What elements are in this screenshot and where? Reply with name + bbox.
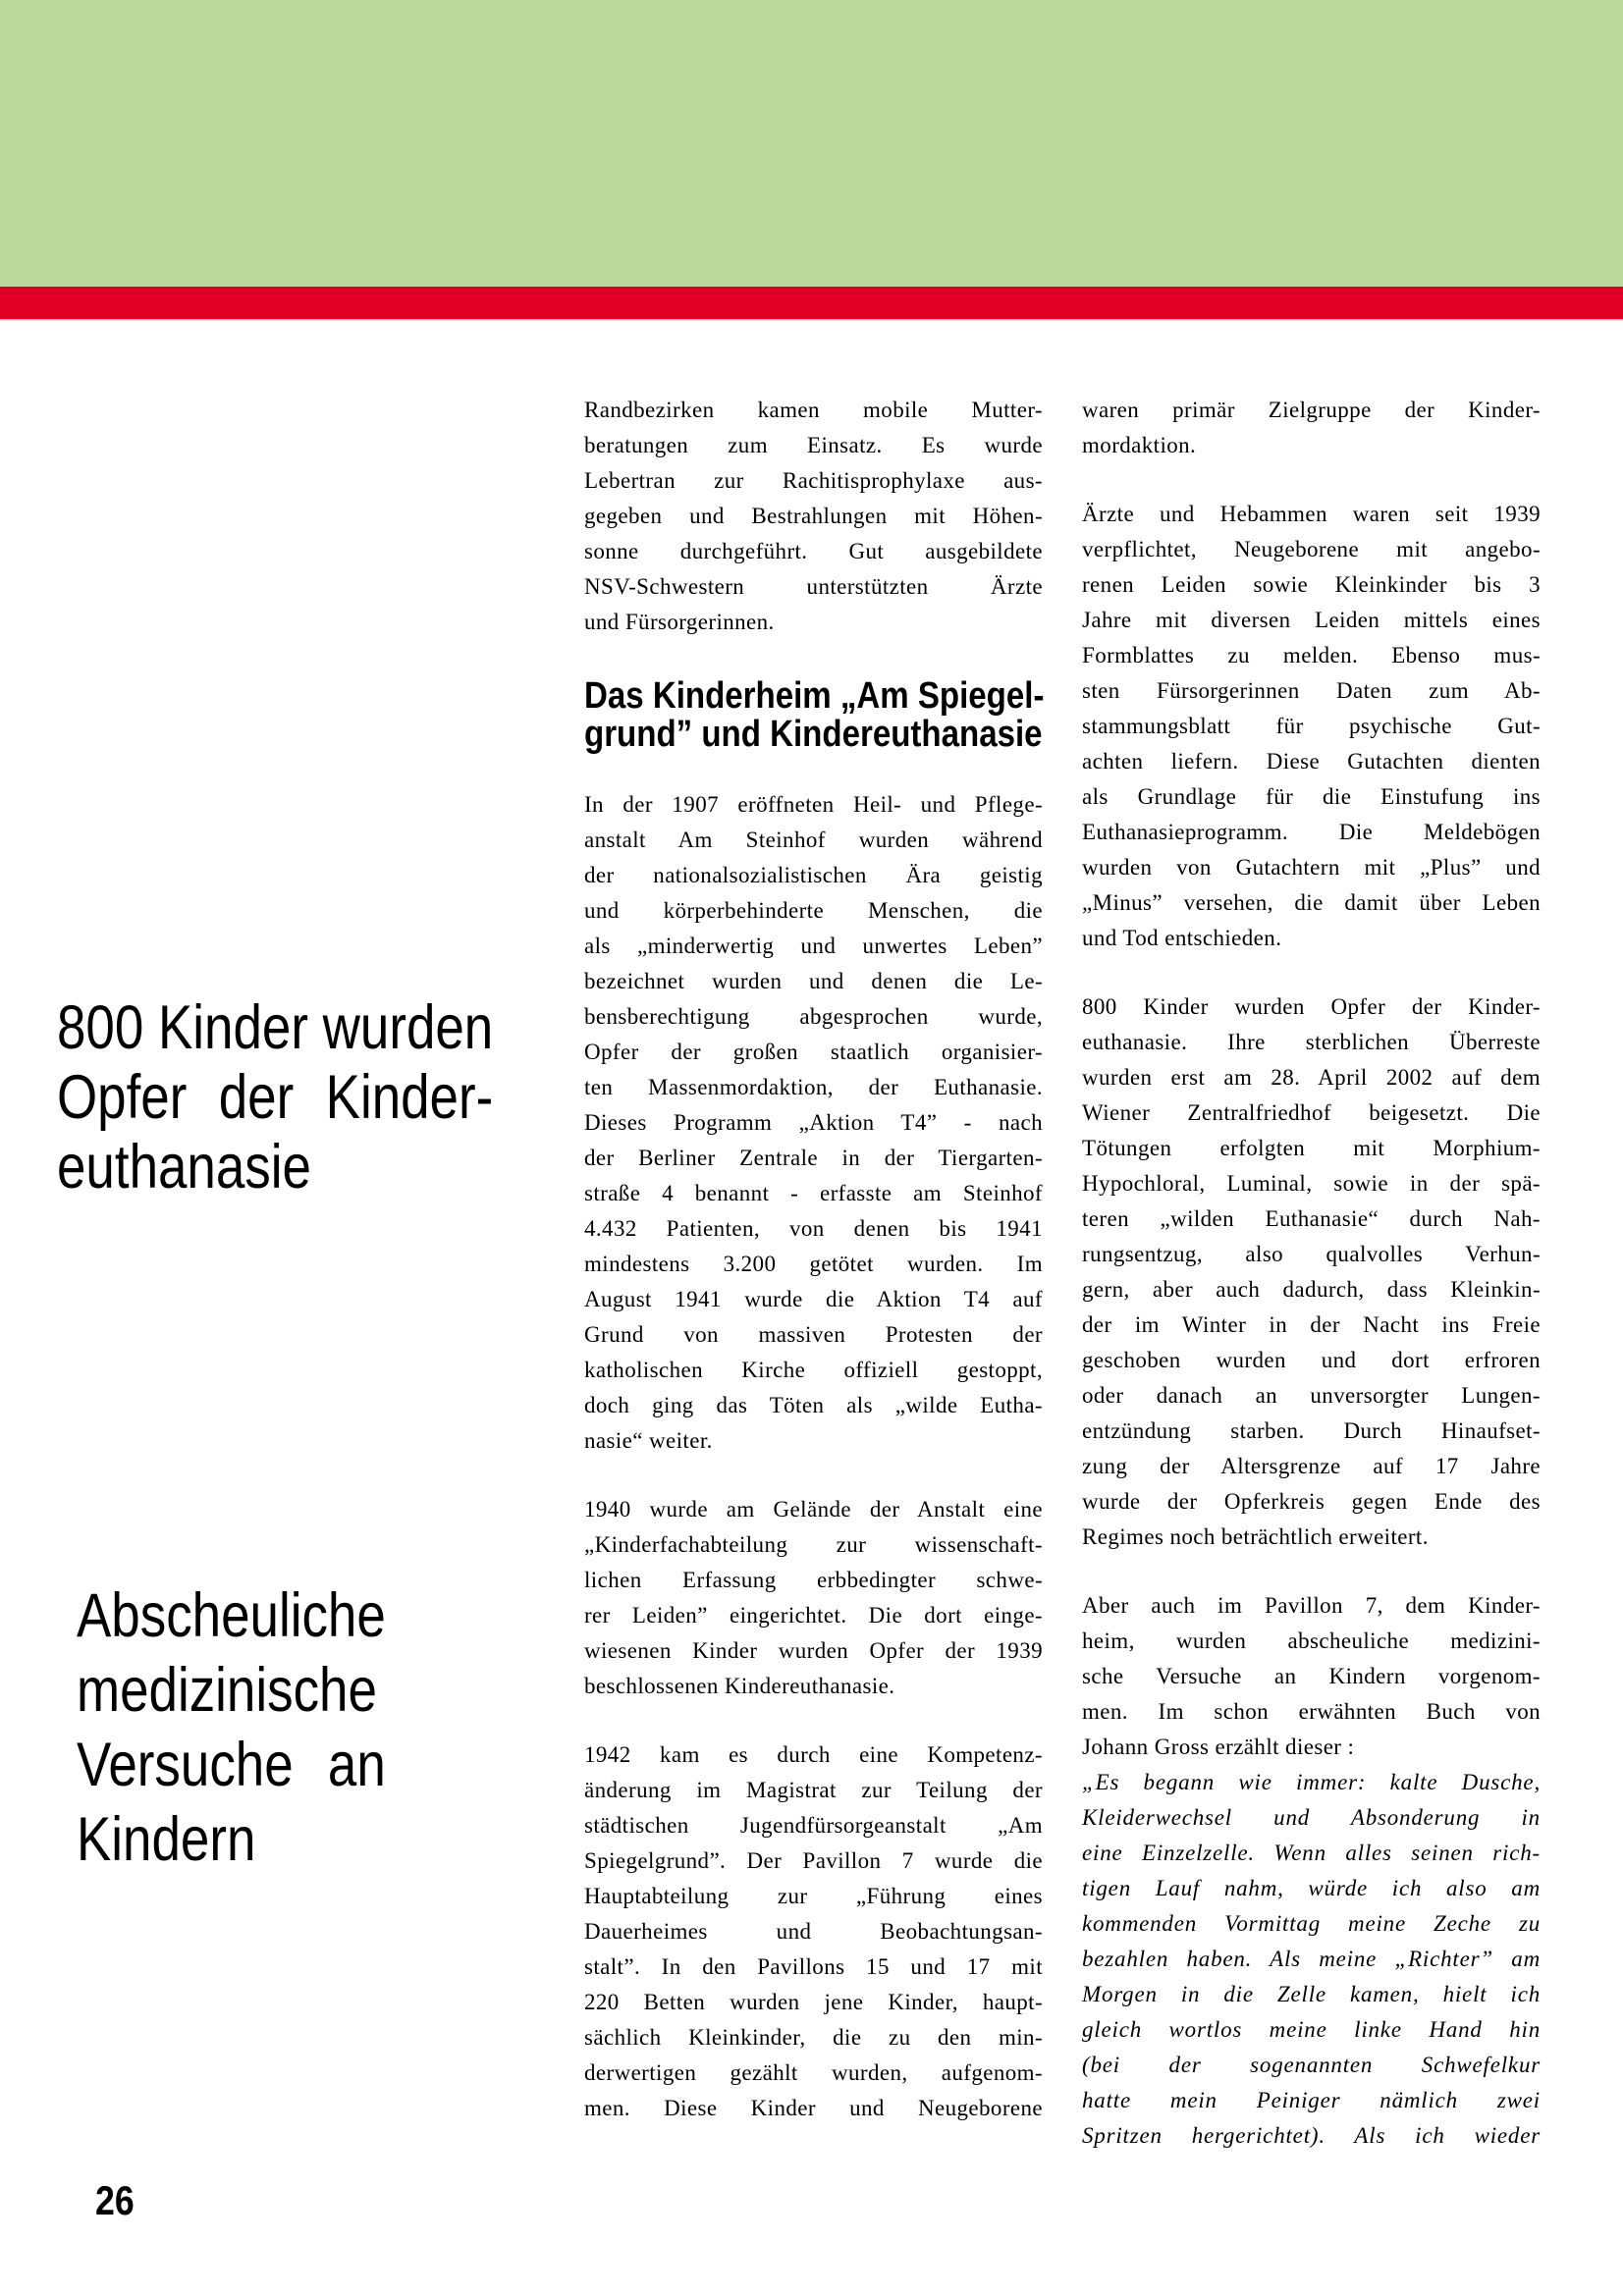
text-line: rer Leiden” eingerichtet. Die dort einge- [584,1603,1043,1628]
text-line: 1940 wurde am Gelände der Anstalt eine [584,1497,1043,1522]
text-line: gegeben und Bestrahlungen mit Höhen- [584,504,1043,528]
text-line: tigen Lauf nahm, würde ich also am [1082,1876,1541,1900]
text-line: eine Einzelzelle. Wenn alles seinen rich- [1082,1841,1541,1865]
text-line: sonne durchgeführt. Gut ausgebildete [584,539,1043,563]
text-line: sche Versuche an Kindern vorgenom- [1082,1664,1541,1688]
quote-paragraph [1082,1765,1541,2154]
text-column-middle [584,393,1043,2126]
text-line: Wiener Zentralfriedhof beigesetzt. Die [1082,1100,1541,1125]
text-line: „Es begann wie immer: kalte Dusche, [1082,1770,1541,1794]
text-line: als „minderwertig und unwertes Leben” [584,934,1043,958]
text-line: hatte mein Peiniger nämlich zwei [1082,2088,1541,2112]
text-line: Hypochloral, Luminal, sowie in der spä- [1082,1171,1541,1196]
text-line: Hauptabteilung zur „Führung eines [584,1884,1043,1908]
text-line: geschoben wurden und dort erfroren [1082,1348,1541,1372]
text-line: In der 1907 eröffneten Heil- und Pflege- [584,792,1043,817]
paragraph [584,1492,1043,1704]
text-line: Dieses Programm „Aktion T4” - nach [584,1110,1043,1135]
text-line: NSV-Schwestern unterstützten Ärzte [584,574,1043,599]
text-line: und Fürsorgerinnen. [584,610,775,634]
text-line: bezeichnet wurden und denen die Le- [584,969,1043,993]
text-line: wiesenen Kinder wurden Opfer der 1939 [584,1638,1043,1663]
text-line: wurden von Gutachtern mit „Plus” und [1082,855,1541,880]
text-line: Johann Gross erzählt dieser : [1082,1735,1355,1759]
text-line: Lebertran zur Rachitisprophylaxe aus- [584,468,1043,493]
text-line: Formblattes zu melden. Ebenso mus- [1082,643,1541,667]
text-line: Dauerheimes und Beobachtungsan- [584,1919,1043,1944]
text-line: euthanasie [57,1133,311,1201]
text-line: waren primär Zielgruppe der Kinder- [1082,398,1541,422]
text-line: heim, wurden abscheuliche medizini- [1082,1629,1541,1653]
text-line: stammungsblatt für psychische Gut- [1082,714,1541,738]
header-red-stripe [0,287,1623,319]
text-line: Abscheuliche [77,1581,386,1650]
paragraph [1082,1588,1541,1765]
text-line: August 1941 wurde die Aktion T4 auf [584,1287,1043,1311]
paragraph [584,1737,1043,2126]
text-line: 220 Betten wurden jene Kinder, haupt- [584,1990,1043,2014]
text-line: mordaktion. [1082,433,1197,457]
text-line: Jahre mit diversen Leiden mittels eines [1082,608,1541,632]
text-line: Das Kinderheim „Am Spiegel- [584,675,1045,717]
text-line: katholischen Kirche offiziell gestoppt, [584,1358,1043,1382]
text-line: wurde der Opferkreis gegen Ende des [1082,1489,1541,1514]
margin-headline-versuche [77,1578,386,1877]
text-line: und Tod entschieden. [1082,926,1282,950]
text-line: sten Fürsorgerinnen Daten zum Ab- [1082,678,1541,703]
text-line: derwertigen gezählt wurden, aufgenom- [584,2060,1043,2085]
text-line: 800 Kinder wurden Opfer der Kinder- [1082,994,1541,1019]
text-line: gern, aber auch dadurch, dass Kleinkin- [1082,1277,1541,1302]
paragraph [584,787,1043,1459]
text-line: bezahlen haben. Als meine „Richter” am [1082,1947,1541,1971]
text-line: euthanasie. Ihre sterblichen Überreste [1082,1030,1541,1054]
paragraph [1082,497,1541,956]
paragraph [584,393,1043,640]
text-line: rungsentzug, also qualvolles Verhun- [1082,1242,1541,1266]
text-line: „Minus” versehen, die damit über Leben [1082,890,1541,915]
text-line: der nationalsozialistischen Ära geistig [584,863,1043,887]
margin-headline-kindereuthanasie [57,993,493,1202]
text-line: änderung im Magistrat zur Teilung der [584,1778,1043,1802]
text-line: 800 Kinder wurden [57,993,494,1062]
text-line: Euthanasieprogramm. Die Meldebögen [1082,820,1541,844]
text-line: oder danach an unversorgter Lungen- [1082,1383,1541,1408]
text-line: Kleiderwechsel und Absonderung in [1082,1805,1541,1830]
text-line: Morgen in die Zelle kamen, hielt ich [1082,1982,1541,2006]
text-line: Randbezirken kamen mobile Mutter- [584,398,1043,422]
text-line: straße 4 benannt - erfasste am Steinhof [584,1181,1043,1205]
page-number: 26 [95,2177,135,2223]
text-line: stalt”. In den Pavillons 15 und 17 mit [584,1954,1043,1979]
text-line: bensberechtigung abgesprochen wurde, [584,1004,1043,1029]
text-line: men. Diese Kinder und Neugeborene [584,2096,1043,2120]
text-line: Opfer der großen staatlich organisier- [584,1040,1043,1064]
text-line: renen Leiden sowie Kleinkinder bis 3 [1082,572,1541,597]
text-line: Opfer der Kinder- [57,1063,494,1132]
header-green-band [0,0,1623,287]
text-line: Tötungen erfolgten mit Morphium- [1082,1136,1541,1160]
text-line: der Berliner Zentrale in der Tiergarten- [584,1146,1043,1170]
text-line: gleich wortlos meine linke Hand hin [1082,2017,1541,2042]
text-line: anstalt Am Steinhof wurden während [584,828,1043,852]
text-line: mindestens 3.200 getötet wurden. Im [584,1252,1043,1276]
text-line: men. Im schon erwähnten Buch von [1082,1699,1541,1724]
text-line: 1942 kam es durch eine Kompetenz- [584,1742,1043,1767]
text-line: Aber auch im Pavillon 7, dem Kinder- [1082,1593,1541,1618]
text-line: teren „wilden Euthanasie“ durch Nah- [1082,1206,1541,1231]
text-line: „Kinderfachabteilung zur wissenschaft- [584,1532,1043,1557]
text-line: ten Massenmordaktion, der Euthanasie. [584,1075,1043,1099]
text-line: 4.432 Patienten, von denen bis 1941 [584,1216,1043,1241]
text-line: Spiegelgrund”. Der Pavillon 7 wurde die [584,1848,1043,1873]
text-line: Regimes noch beträchtlich erweitert. [1082,1524,1429,1549]
text-line: beratungen zum Einsatz. Es wurde [584,433,1043,457]
text-line: verpflichtet, Neugeborene mit angebo- [1082,537,1541,561]
text-column-right [1082,393,1541,2154]
text-line: medizinische [77,1656,377,1725]
text-line: wurden erst am 28. April 2002 auf dem [1082,1065,1541,1090]
text-line: zung der Altersgrenze auf 17 Jahre [1082,1454,1541,1478]
text-line: beschlossenen Kindereuthanasie. [584,1674,895,1698]
text-line: lichen Erfassung erbbedingter schwe- [584,1568,1043,1592]
text-line: entzündung starben. Durch Hinaufset- [1082,1418,1541,1443]
text-line: Versuche an [77,1731,386,1799]
text-line: kommenden Vormittag meine Zeche zu [1082,1911,1541,1936]
text-line: städtischen Jugendfürsorgeanstalt „Am [584,1813,1043,1838]
text-line: der im Winter in der Nacht ins Freie [1082,1312,1541,1337]
text-line: nasie“ weiter. [584,1428,713,1453]
text-line: (bei der sogenannten Schwefelkur [1082,2053,1541,2077]
text-line: doch ging das Töten als „wilde Eutha- [584,1393,1043,1417]
paragraph [1082,989,1541,1555]
text-line: Ärzte und Hebammen waren seit 1939 [1082,502,1541,526]
text-line: Spritzen hergerichtet). Als ich wieder [1082,2123,1541,2148]
section-heading [584,675,1045,755]
text-line: achten liefern. Diese Gutachten dienten [1082,749,1541,774]
text-line: Grund von massiven Protesten der [584,1322,1043,1347]
text-line: grund” und Kindereuthanasie [584,714,1043,755]
paragraph [1082,393,1541,463]
text-line: und körperbehinderte Menschen, die [584,898,1043,923]
text-line: als Grundlage für die Einstufung ins [1082,784,1541,809]
text-line: Kindern [77,1805,256,1874]
text-line: sächlich Kleinkinder, die zu den min- [584,2025,1043,2050]
